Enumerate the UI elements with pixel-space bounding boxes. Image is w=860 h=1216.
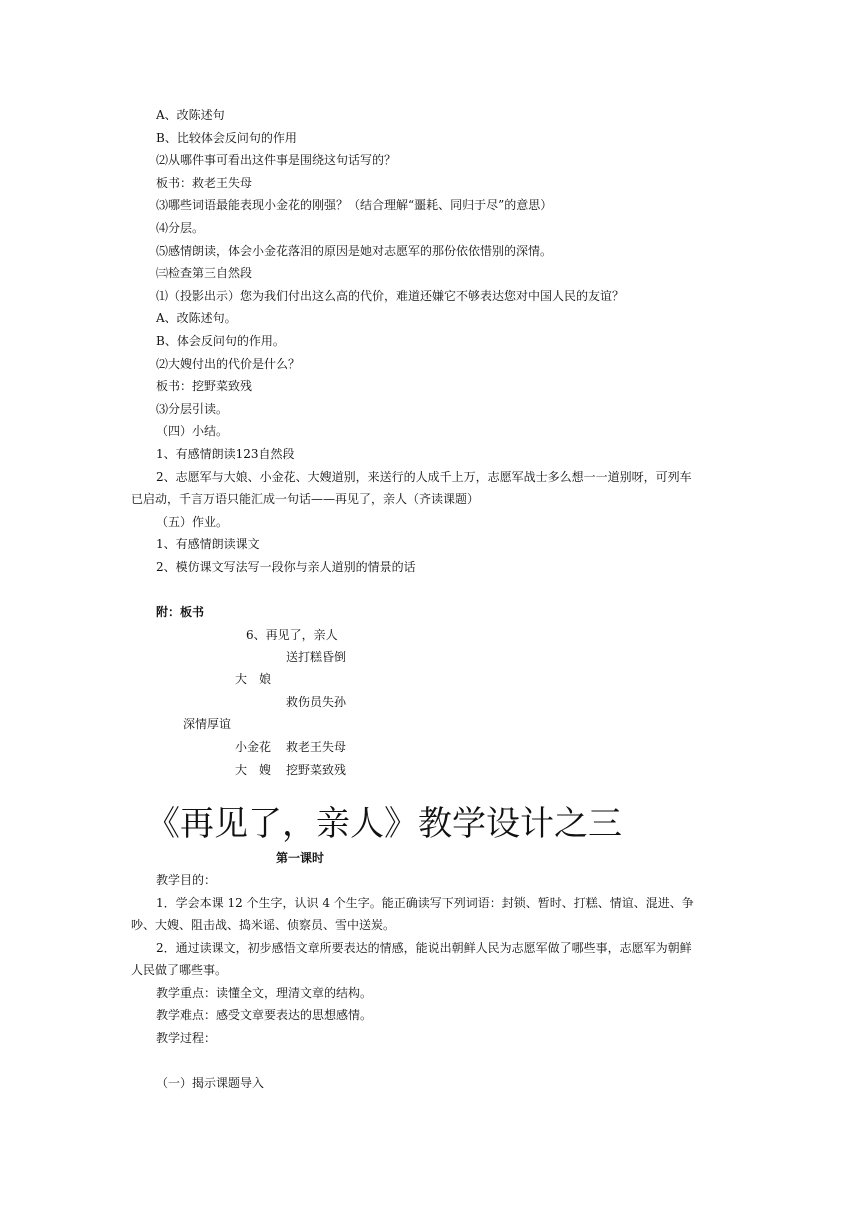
board-center: 深情厚谊 bbox=[183, 717, 232, 731]
text-line: ㈢检查第三自然段 bbox=[156, 266, 253, 280]
text-line: 1、有感情朗读课文 bbox=[156, 537, 260, 551]
section-heading: （四）小结。 bbox=[156, 424, 229, 438]
text-line: ⑶哪些词语最能表现小金花的刚强？（结合理解“噩耗、同归于尽”的意思） bbox=[156, 198, 553, 212]
text-line: ⑷分层。 bbox=[156, 221, 205, 235]
section-heading: （一）揭示课题导入 bbox=[156, 1076, 265, 1090]
board-person: 大 娘 bbox=[235, 672, 272, 686]
board-item: 送打糕昏倒 bbox=[286, 650, 347, 664]
text-line: A、改陈述句 bbox=[156, 108, 225, 122]
board-item: 挖野菜致残 bbox=[286, 763, 347, 777]
board-title: 6、再见了，亲人 bbox=[246, 628, 338, 642]
document-title: 《再见了，亲人》教学设计之三 bbox=[146, 804, 622, 844]
text-line: 2、模仿课文写法写一段你与亲人道别的情景的话 bbox=[156, 560, 416, 574]
text-line: 教学目的： bbox=[156, 873, 217, 887]
document-subtitle: 第一课时 bbox=[276, 851, 325, 865]
board-heading: 附：板书 bbox=[156, 605, 205, 619]
board-person: 大 嫂 bbox=[235, 763, 272, 777]
text-line: 人民做了哪些事。 bbox=[131, 963, 228, 977]
text-line: B、比较体会反问句的作用 bbox=[156, 131, 297, 145]
text-line: 1．学会本课 12 个生字，认识 4 个生字。能正确读写下列词语：封锁、暂时、打糕、情谊、混进、争 bbox=[156, 896, 694, 910]
text-line: 教学重点：读懂全文，理清文章的结构。 bbox=[156, 986, 373, 1000]
board-item: 救老王失母 bbox=[286, 740, 347, 754]
text-line: 板书：挖野菜致残 bbox=[156, 379, 253, 393]
text-line: 2、志愿军与大娘、小金花、大嫂道别，来送行的人成千上万，志愿军战士多么想一一道别呀，可列车 bbox=[156, 470, 692, 484]
text-line: 1、有感情朗读123自然段 bbox=[156, 447, 295, 461]
board-item: 救伤员失孙 bbox=[286, 695, 347, 709]
section-heading: （五）作业。 bbox=[156, 515, 229, 529]
text-line: ⑵大嫂付出的代价是什么？ bbox=[156, 357, 301, 371]
text-line: 教学难点：感受文章要表达的思想感情。 bbox=[156, 1008, 373, 1022]
text-line: ⑶分层引读。 bbox=[156, 402, 229, 416]
text-line: 吵、大嫂、阻击战、捣米谣、侦察员、雪中送炭。 bbox=[131, 918, 396, 932]
text-line: ⑴（投影出示）您为我们付出这么高的代价，难道还嫌它不够表达您对中国人民的友谊？ bbox=[156, 289, 625, 303]
board-person: 小金花 bbox=[235, 740, 272, 754]
text-line: 已启动，千言万语只能汇成一句话——再见了，亲人（齐读课题） bbox=[131, 492, 480, 506]
text-line: ⑵从哪件事可看出这件事是围绕这句话写的？ bbox=[156, 153, 397, 167]
text-line: B、体会反问句的作用。 bbox=[156, 334, 285, 348]
text-line: 2．通过读课文，初步感悟文章所要表达的情感，能说出朝鲜人民为志愿军做了哪些事，志愿军为朝鲜 bbox=[156, 941, 692, 955]
text-line: ⑸感情朗读，体会小金花落泪的原因是她对志愿军的那份依依惜别的深情。 bbox=[156, 244, 553, 258]
text-line: 板书：救老王失母 bbox=[156, 176, 253, 190]
text-line: A、改陈述句。 bbox=[156, 311, 237, 325]
text-line: 教学过程： bbox=[156, 1031, 217, 1045]
